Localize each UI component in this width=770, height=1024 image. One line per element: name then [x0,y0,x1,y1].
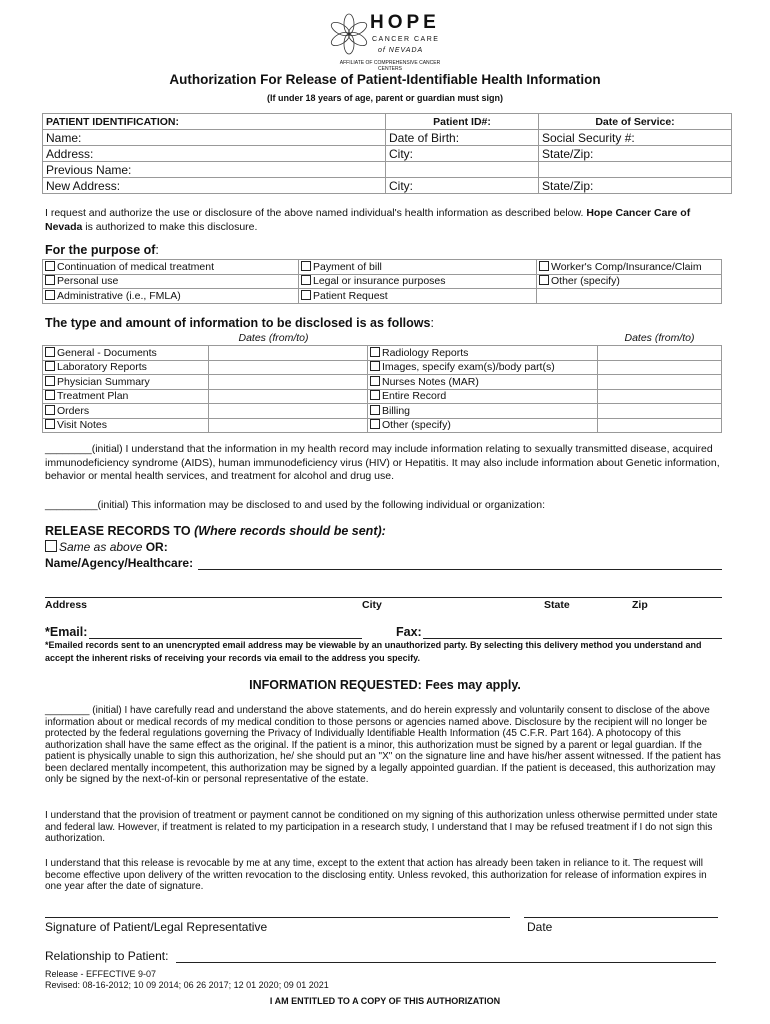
hope-logo [330,12,450,70]
signature-line[interactable] [45,917,510,918]
address-line[interactable] [45,597,722,598]
dates-field[interactable] [209,418,368,433]
logo-cancer-care: CANCER CARE [372,36,440,43]
type-general[interactable]: General - Documents [43,346,209,361]
release-heading: RELEASE RECORDS TO (Where records should be sent): [45,524,386,538]
checkbox[interactable] [45,405,55,415]
dates-field[interactable] [209,404,368,419]
email-warning: *Emailed records sent to an unencrypted email address may be viewable by an unauthorized party. By selecting this delivery method you understand and accept the inherent risks of receiving your records via email to the address you specify. [45,640,702,663]
checkbox[interactable] [370,376,380,386]
city-field[interactable]: City: [386,146,539,162]
new-city-field[interactable]: City: [386,178,539,194]
initial-recipient-paragraph: _________(initial) This information may be disclosed to and used by the following individual or organization: [45,499,546,511]
patient-identification-table [42,113,732,194]
checkbox[interactable] [45,419,55,429]
fax-label: Fax: [396,625,422,639]
checkbox[interactable] [301,275,311,285]
relationship-line[interactable] [176,962,716,963]
empty-cell [539,162,732,178]
checkbox[interactable] [45,290,55,300]
dates-header-right: Dates (from/to) [624,332,695,344]
signature-label: Signature of Patient/Legal Representative [45,920,268,934]
type-treatment-plan[interactable]: Treatment Plan [43,389,209,404]
checkbox[interactable] [370,361,380,371]
date-of-service-label: Date of Service: [539,114,732,130]
new-address-field[interactable]: New Address: [43,178,386,194]
checkbox[interactable] [45,376,55,386]
previous-name-field[interactable]: Previous Name: [43,162,386,178]
empty-cell [386,162,539,178]
checkbox[interactable] [370,390,380,400]
type-visit-notes[interactable]: Visit Notes [43,418,209,433]
purpose-payment[interactable]: Payment of bill [299,260,537,275]
checkbox[interactable] [45,261,55,271]
ssn-field[interactable]: Social Security #: [539,130,732,146]
dates-field[interactable] [598,418,722,433]
dates-field[interactable] [598,404,722,419]
name-agency-label: Name/Agency/Healthcare: [45,556,194,570]
type-laboratory[interactable]: Laboratory Reports [43,360,209,375]
dates-header-left: Dates (from/to) [238,332,309,344]
conditions-paragraph: I understand that the provision of treatment or payment cannot be conditioned on my signing of this authorization unless otherwise permitted under state and federal law. However, if treatment is related to my participation in a research study, I understand that I may be refused treatment if I do not sign this authorization. [45,810,718,844]
logo-affiliate: AFFILIATE OF COMPREHENSIVE CANCER CENTERS [339,60,441,72]
form-title: Authorization For Release of Patient-Identifiable Health Information [169,72,601,87]
consent-paragraph: ________ (initial) I have carefully read and understand the above statements, and do herein expressly and voluntarily consent to disclose of the above information about or medical records of my medical condition to those persons or agencies named above. Disclosure by the recipient will no longer be protected by the federal regulations governing the Privacy of Individually Identifiable Health Information (45 C.F.R. Part 164). A photocopy of this authorization shall have the same effect as the original. If the patient is a minor, this authorization must be signed by a parent or legal guardian. If the patient is physically unable to sign this authorization, he/ she should put an "X" on the signature line and have his/her assent witnessed. If the patient has been declared mentally incompetent, this authorization may be signed by a legally appointed guardian. If the patient is deceased, this authorization may only be signed by the next-of-kin or personal representative of the estate. [45,705,721,785]
type-images[interactable]: Images, specify exam(s)/body part(s) [368,360,598,375]
city-label: City [362,599,382,611]
footer-revised: Revised: 08-16-2012; 10 09 2014; 06 26 2017; 12 01 2020; 09 01 2021 [45,980,329,990]
revocation-paragraph: I understand that this release is revocable by me at any time, except to the extent that action has already been taken in reliance to it. The request will become effective upon delivery of the written revocation to the disclosing entity. Unless revoked, this authorization for release of information expires in one year after the date of signature. [45,858,707,892]
form-subtitle: (If under 18 years of age, parent or guardian must sign) [266,93,504,103]
logo-hope: HOPE [370,12,440,33]
type-other[interactable]: Other (specify) [368,418,598,433]
empty-cell [537,289,722,304]
email-label: *Email: [45,625,88,639]
intro-paragraph [45,206,725,234]
state-label: State [544,599,570,611]
dates-field[interactable] [598,360,722,375]
checkbox[interactable] [539,261,549,271]
state-zip-field[interactable]: State/Zip: [539,146,732,162]
type-billing[interactable]: Billing [368,404,598,419]
types-heading: The type and amount of information to be disclosed is as follows: [45,316,434,330]
dates-field[interactable] [209,389,368,404]
name-field[interactable]: Name: [43,130,386,146]
checkbox[interactable] [45,347,55,357]
zip-label: Zip [632,599,648,611]
patient-identification-label: PATIENT IDENTIFICATION: [43,114,386,130]
checkbox[interactable] [370,347,380,357]
initial-disclosure-paragraph: ________(initial) I understand that the information in my health record may include information relating to sexually transmitted disease, acquired immunodeficiency syndrome (AIDS), human immunodeficiency virus (HIV) or Hepatitis. It may also include information about Genetic information, behavior or mental health services, and treatment for alcohol and drug use. [45,443,720,482]
new-state-zip-field[interactable]: State/Zip: [539,178,732,194]
checkbox[interactable] [45,540,57,552]
footer-effective: Release - EFFECTIVE 9-07 [45,969,157,979]
purpose-continuation[interactable]: Continuation of medical treatment [43,260,299,275]
flower-logo-icon [330,12,368,56]
dates-field[interactable] [209,360,368,375]
intro-org: Hope Cancer Care of Nevada [45,207,691,233]
logo-of-nevada: of NEVADA [378,47,424,54]
dates-field[interactable] [598,389,722,404]
type-physician-summary[interactable]: Physician Summary [43,375,209,390]
purpose-administrative[interactable]: Administrative (i.e., FMLA) [43,289,299,304]
purpose-other[interactable]: Other (specify) [537,274,722,289]
purpose-workers-comp[interactable]: Worker's Comp/Insurance/Claim [537,260,722,275]
date-line[interactable] [524,917,718,918]
type-entire-record[interactable]: Entire Record [368,389,598,404]
dob-field[interactable]: Date of Birth: [386,130,539,146]
copy-entitlement: I AM ENTITLED TO A COPY OF THIS AUTHORIZATION [269,996,501,1006]
checkbox[interactable] [370,419,380,429]
purpose-personal[interactable]: Personal use [43,274,299,289]
checkbox[interactable] [45,361,55,371]
relationship-label: Relationship to Patient: [45,949,169,963]
patient-id-label: Patient ID#: [386,114,539,130]
intro-tail: is authorized to make this disclosure. [82,221,258,233]
purpose-legal[interactable]: Legal or insurance purposes [299,274,537,289]
dates-field[interactable] [209,375,368,390]
same-as-above-option[interactable]: Same as above OR: [45,540,168,554]
dates-field[interactable] [209,346,368,361]
checkbox[interactable] [539,275,549,285]
intro-text: I request and authorize the use or disclosure of the above named individual's health information as described below. [45,207,587,219]
information-requested-heading: INFORMATION REQUESTED: Fees may apply. [249,678,521,692]
checkbox[interactable] [370,405,380,415]
dates-field[interactable] [598,346,722,361]
checkbox[interactable] [45,275,55,285]
type-radiology[interactable]: Radiology Reports [368,346,598,361]
date-label: Date [527,920,553,934]
purpose-heading: For the purpose of: [45,243,159,257]
purpose-patient-request[interactable]: Patient Request [299,289,537,304]
checkbox[interactable] [301,261,311,271]
name-agency-line[interactable] [198,569,722,570]
purpose-table [42,259,722,304]
type-orders[interactable]: Orders [43,404,209,419]
address-label: Address [45,599,88,611]
type-nurses-notes[interactable]: Nurses Notes (MAR) [368,375,598,390]
information-types-table [42,331,722,433]
dates-field[interactable] [598,375,722,390]
checkbox[interactable] [45,390,55,400]
checkbox[interactable] [301,290,311,300]
address-field[interactable]: Address: [43,146,386,162]
